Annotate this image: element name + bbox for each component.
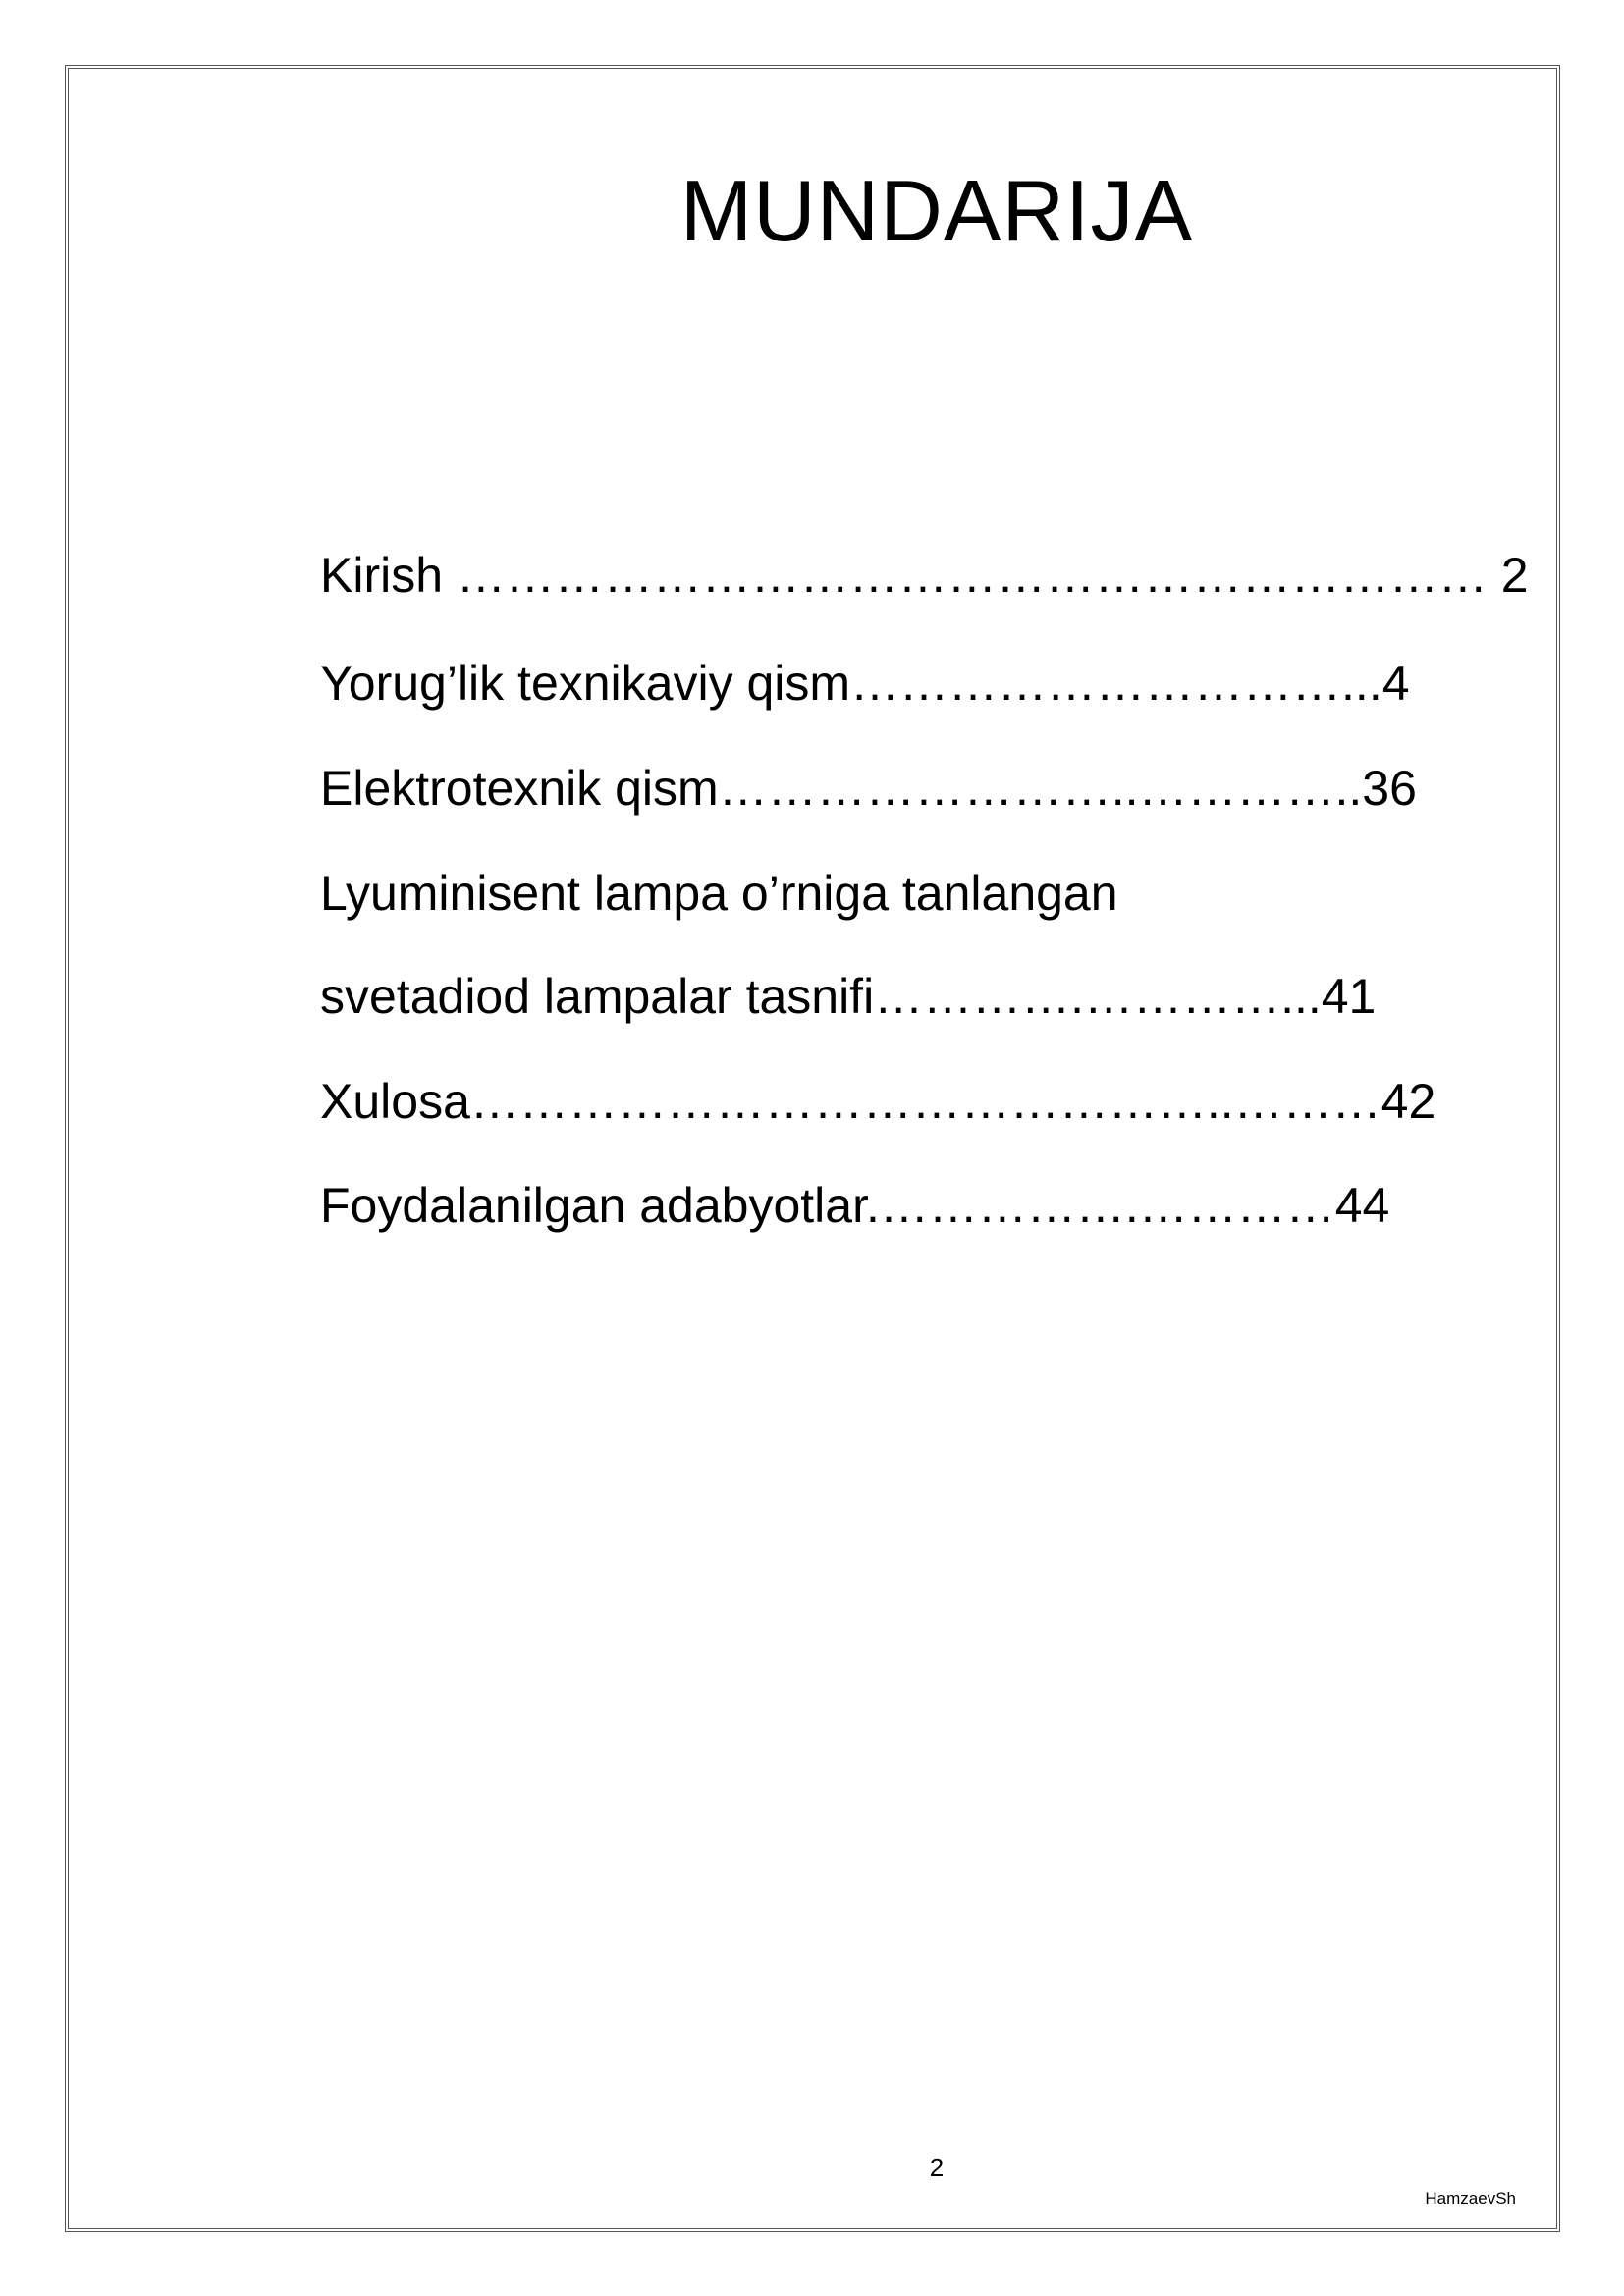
page-number: 2 <box>929 2153 945 2182</box>
toc-entry-elektrotexnik: Elektrotexnik qism……………………..…………..36 <box>320 761 1417 816</box>
toc-entry-svetadiod: svetadiod lampalar tasnifi………….…………...41 <box>320 969 1377 1024</box>
author-footer: HamzaevSh <box>1425 2189 1516 2208</box>
toc-entry-lyuminisent: Lyuminisent lampa o’rniga tanlangan <box>320 866 1118 921</box>
toc-entry-yoruglik: Yorug’lik texnikaviy qism…………………………...4 <box>320 656 1410 711</box>
toc-entry-kirish: Kirish ……………………………………………………… 2 <box>320 548 1529 603</box>
toc-entry-xulosa: Xulosa………………………………………..………42 <box>320 1074 1436 1129</box>
page-title: MUNDARIJA <box>679 162 1194 259</box>
toc-entry-adabyotlar: Foydalanilgan adabyotlar.…………….…………44 <box>320 1178 1390 1233</box>
